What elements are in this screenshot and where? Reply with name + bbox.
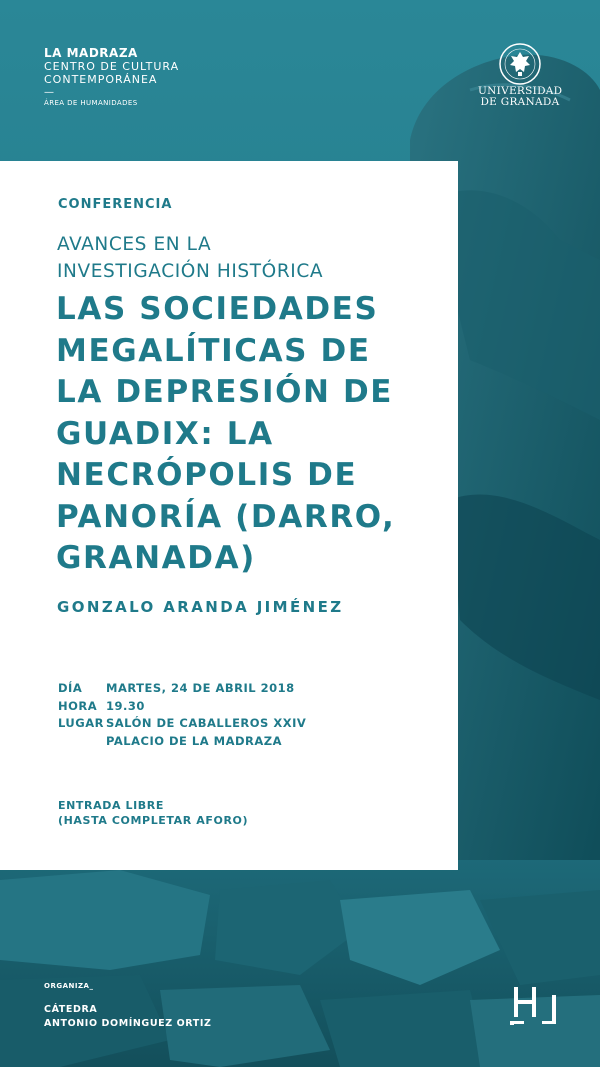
- title-line: LA DEPRESIÓN DE: [56, 374, 394, 410]
- org-dash: —: [44, 87, 54, 98]
- admission-info: [58, 798, 248, 828]
- admission-line-1: ENTRADA LIBRE: [58, 799, 164, 812]
- title-line: PANORÍA (DARRO,: [56, 498, 396, 535]
- time-value: 19.30: [106, 698, 145, 713]
- place-value-1: SALÓN DE CABALLEROS XXIV: [106, 716, 307, 730]
- university-line-2: DE GRANADA: [480, 96, 560, 108]
- organizer-line-2: ANTONIO DOMÍNGUEZ ORTIZ: [44, 1018, 212, 1029]
- event-type: CONFERENCIA: [58, 197, 173, 212]
- title-line: GRANADA): [56, 540, 256, 576]
- org-line-2: CENTRO DE CULTURA: [44, 60, 180, 73]
- day-value: MARTES, 24 DE ABRIL 2018: [106, 681, 295, 695]
- day-label: DÍA: [58, 681, 83, 695]
- place-value-2: PALACIO DE LA MADRAZA: [106, 733, 283, 748]
- speaker-name: GONZALO ARANDA JIMÉNEZ: [57, 598, 344, 616]
- title-line: NECRÓPOLIS DE: [56, 457, 358, 493]
- title-line: GUADIX: LA: [56, 415, 274, 452]
- place-label: LUGAR: [58, 716, 104, 730]
- org-name: LA MADRAZA: [44, 46, 138, 60]
- series-line-1: AVANCES EN LA: [57, 234, 212, 255]
- title-line: MEGALÍTICAS DE: [56, 332, 371, 369]
- time-label: HORA: [58, 698, 98, 713]
- event-title: [56, 289, 446, 580]
- series-line-2: INVESTIGACIÓN HISTÓRICA: [57, 261, 324, 282]
- event-card: [0, 161, 458, 870]
- title-line: LAS SOCIEDADES: [56, 291, 379, 327]
- admission-line-2: (HASTA COMPLETAR AFORO): [58, 814, 249, 827]
- university-line-1: UNIVERSIDAD: [478, 85, 563, 97]
- universidad-granada-logo: [478, 42, 562, 108]
- org-area: ÁREA DE HUMANIDADES: [44, 99, 138, 107]
- organizer-line-1: CÁTEDRA: [44, 1004, 98, 1015]
- organiza-label: ORGANIZA_: [44, 982, 94, 990]
- organizer-block: [44, 982, 212, 1031]
- org-line-3: CONTEMPORÁNEA: [44, 73, 158, 86]
- event-series: [57, 231, 447, 285]
- h-logo-icon: [510, 985, 556, 1027]
- la-madraza-logo: [44, 47, 179, 110]
- university-seal-icon: [498, 42, 542, 86]
